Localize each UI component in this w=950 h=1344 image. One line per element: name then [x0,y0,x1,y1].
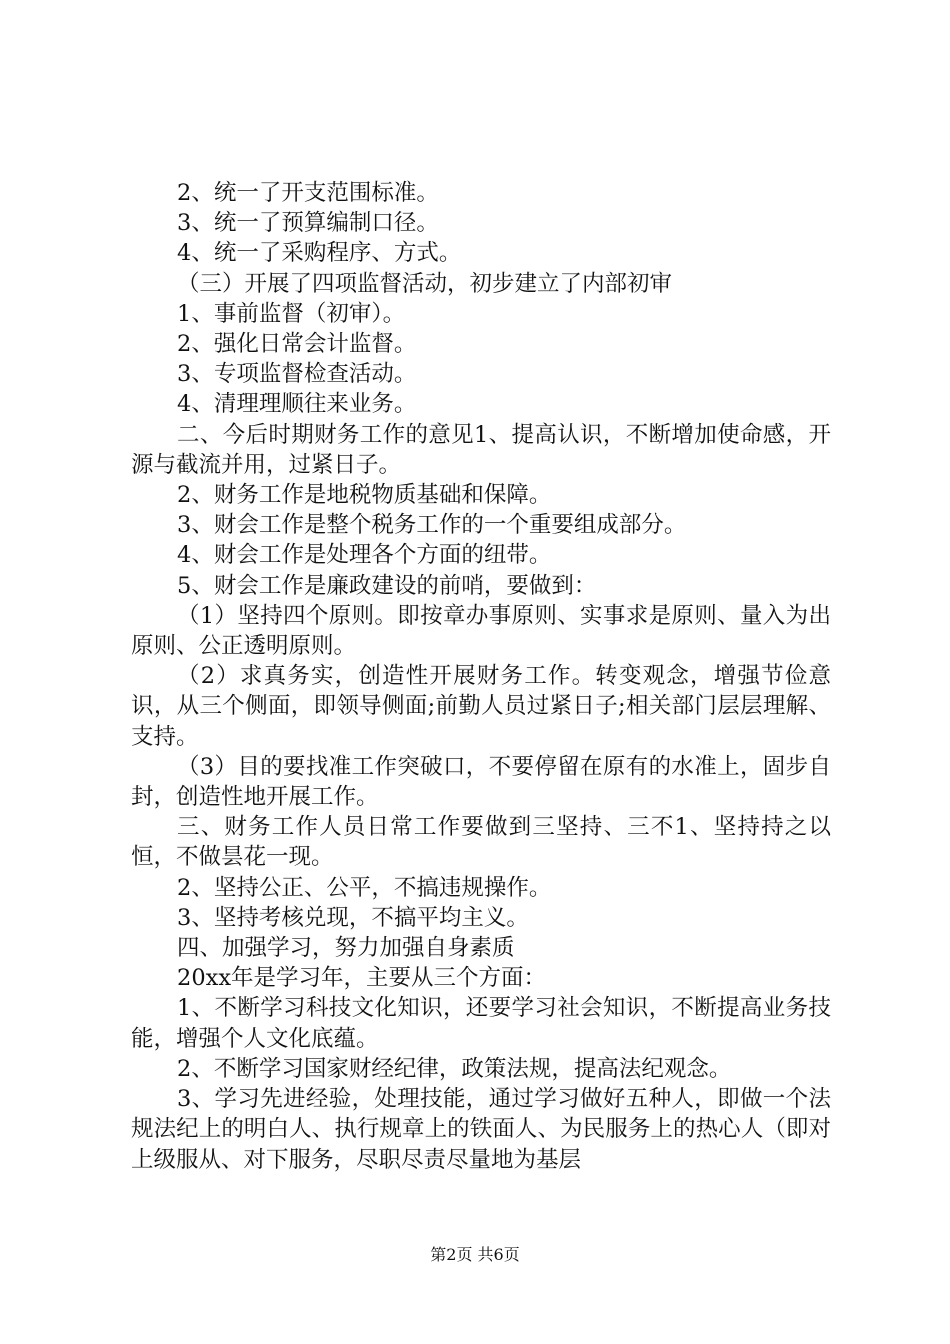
paragraph: （1）坚持四个原则。即按章办事原则、实事求是原则、量入为出原则、公正透明原则。 [131,602,831,660]
paragraph: 5、财会工作是廉政建设的前哨，要做到： [177,572,597,599]
paragraph: 1、事前监督（初审）。 [177,300,406,327]
section-heading: 二、今后时期财务工作的意见1、提高认识，不断增加使命感，开源与截流并用，过紧日子。 [131,421,831,478]
section-heading: 三、财务工作人员日常工作要做到三坚持、三不1、坚持持之以恒，不做昙花一现。 [131,814,831,871]
paragraph: 2、财务工作是地税物质基础和保障。 [177,482,552,509]
paragraph: 2、统一了开支范围标准。 [177,180,439,206]
paragraph: 3、统一了预算编制口径。 [177,210,439,237]
paragraph: 3、坚持考核兑现，不搞平均主义。 [177,904,529,931]
paragraph: （3）目的要找准工作突破口，不要停留在原有的水准上，固步自封，创造性地开展工作。 [131,753,831,811]
paragraph: 3、学习先进经验，处理技能，通过学习做好五种人，即做一个法规法纪上的明白人、执行规章上的铁面人、为民服务上的热心人（即对上级服从、对下服务，尽职尽责尽量地为基层 [131,1086,831,1173]
paragraph: 4、统一了采购程序、方式。 [177,240,462,267]
paragraph: 2、不断学习国家财经纪律，政策法规，提高法纪观念。 [177,1055,732,1082]
page-number-footer: 第2页 共6页 [430,1245,520,1264]
paragraph: 2、坚持公正、公平，不搞违规操作。 [177,874,552,901]
paragraph: 4、清理理顺往来业务。 [177,391,417,418]
section-heading: （三）开展了四项监督活动，初步建立了内部初审 [177,270,673,297]
document-body [131,178,831,1175]
section-heading: 四、加强学习，努力加强自身素质 [177,935,515,962]
paragraph: 1、不断学习科技文化知识，还要学习社会知识，不断提高业务技能，增强个人文化底蕴。 [131,995,831,1052]
paragraph: （2）求真务实，创造性开展财务工作。转变观念，增强节俭意识，从三个侧面，即领导侧面;前勤人员过紧日子;相关部门层层理解、支持。 [131,663,831,750]
paragraph: 3、财会工作是整个税务工作的一个重要组成部分。 [177,512,687,539]
paragraph: 2、强化日常会计监督。 [177,331,417,358]
paragraph: 4、财会工作是处理各个方面的纽带。 [177,542,552,569]
paragraph: 3、专项监督检查活动。 [177,361,417,388]
paragraph: 20xx年是学习年，主要从三个方面： [177,965,547,992]
